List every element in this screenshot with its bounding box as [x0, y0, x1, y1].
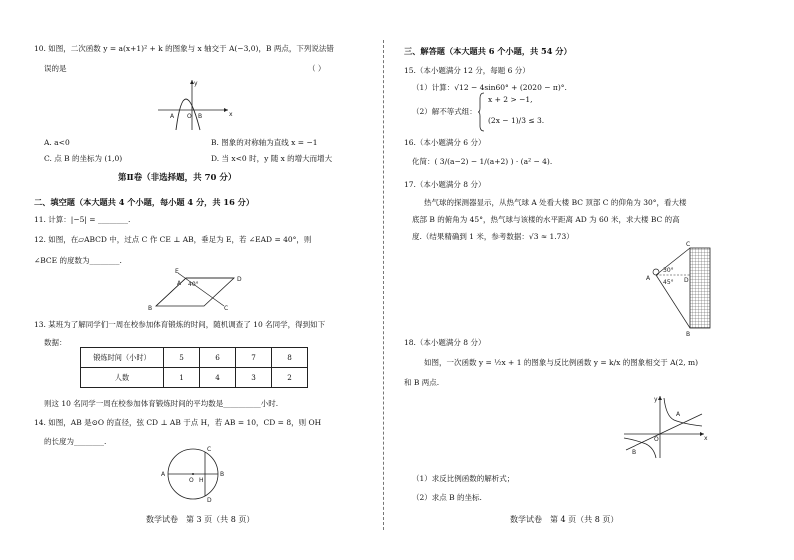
q15-part2-label: （2）解不等式组： [412, 107, 477, 116]
q10-parabola-figure [156, 78, 236, 133]
q14-point-h: H [199, 477, 204, 484]
q10-point-a: A [170, 113, 175, 120]
q10-option-c: C. 点 B 的坐标为 (1,0) [44, 154, 123, 163]
table-cell: 5 [164, 348, 200, 368]
table-cell: 4 [200, 368, 236, 388]
q17-balloon-building-figure [646, 240, 722, 338]
q12-point-a: A [177, 280, 182, 287]
q12-parallelogram-figure [138, 268, 248, 313]
table-cell: 2 [272, 368, 308, 388]
q14-point-c: C [207, 446, 212, 453]
q12-point-d: D [237, 276, 242, 283]
page-4-footer: 数学试卷 第 4 页（共 8 页） [510, 515, 619, 524]
section2-title: 二、填空题（本大题共 4 个小题，每小题 4 分，共 16 分） [34, 197, 255, 207]
q14-circle-figure [151, 444, 231, 506]
page-3 [26, 0, 371, 560]
q12-line2: ∠BCE 的度数为________. [34, 256, 122, 265]
q17-line2: 热气球的探测器显示，从热气球 A 处看大楼 BC 顶部 C 的仰角为 30°，看大楼 [424, 198, 687, 207]
q18-x-label: x [704, 435, 708, 442]
table-cell: 6 [200, 348, 236, 368]
q13-data-table [80, 347, 308, 388]
q18-line1: 18.（本小题满分 8 分） [404, 338, 486, 347]
q12-point-c: C [224, 305, 229, 312]
table-cell: 7 [236, 348, 272, 368]
page-3-footer: 数学试卷 第 3 页（共 8 页） [146, 515, 255, 524]
q13-after-table: 则这 10 名同学一周在校参加体育锻炼时间的平均数是__________小时. [44, 399, 279, 408]
q10-point-b: B [198, 113, 203, 120]
q14-center-o: O [189, 477, 194, 484]
q10-y-label: y [194, 80, 198, 87]
q17-point-b: B [686, 331, 691, 338]
table-cell: 3 [236, 368, 272, 388]
q10-x-label: x [229, 111, 233, 118]
q14-line2: 的长度为________. [44, 437, 107, 446]
page-divider [383, 40, 384, 530]
q18-point-b: B [632, 449, 637, 456]
table-header-count: 人数 [81, 368, 164, 388]
q16-line2: 化简：( 3/(a−2) − 1/(a+2) ) · (a² − 4). [412, 157, 553, 166]
q15-brace [478, 92, 486, 132]
q18-part2: （2）求点 B 的坐标. [412, 493, 482, 502]
q18-line3: 和 B 两点. [404, 378, 440, 387]
q10-line2: 误的是 [44, 64, 67, 73]
q15-part1: （1）计算：√12 − 4sin60° + (2020 − π)°. [412, 83, 567, 92]
q12-point-e: E [175, 268, 179, 275]
q17-line4: 度.（结果精确到 1 米，参考数据：√3 ≈ 1.73） [412, 232, 574, 241]
q14-line1: 14. 如图，AB 是⊙O 的直径，弦 CD ⊥ AB 于点 H，若 AB = 10，CD = 8，则 OH [34, 418, 322, 427]
table-cell: 8 [272, 348, 308, 368]
q14-point-a: A [161, 471, 166, 478]
q18-part1: （1）求反比例函数的解析式； [412, 474, 515, 483]
q13-line1: 13. 某班为了解同学们一周在校参加体育锻炼的时间，随机调查了 10 名同学，得到如下 [34, 320, 326, 329]
q12-angle-label: 40° [188, 281, 199, 288]
q12-line1: 12. 如图，在▱ABCD 中，过点 C 作 CE ⊥ AB，垂足为 E，若 ∠EAD = 40°，则 [34, 235, 312, 244]
q10-answer-paren: （ ） [308, 64, 326, 73]
q17-angle-30: 30° [663, 267, 674, 274]
q16-line1: 16.（本小题满分 6 分） [404, 138, 486, 147]
q18-y-label: y [654, 396, 658, 403]
q15-line1: 15.（本小题满分 12 分，每题 6 分） [404, 66, 530, 75]
page-4 [400, 0, 768, 560]
table-row [81, 348, 308, 368]
q17-angle-45: 45° [663, 279, 674, 286]
q18-line2: 如图，一次函数 y = ½x + 1 的图象与反比例函数 y = k/x 的图象相交于 A(2, m) [424, 358, 699, 367]
q11: 11. 计算：|−5| = ________. [34, 215, 131, 224]
table-cell: 1 [164, 368, 200, 388]
q18-function-graph [620, 392, 710, 462]
table-header-hours: 锻炼时间（小时） [81, 348, 164, 368]
q10-option-a: A. a<0 [44, 138, 70, 147]
q12-point-b: B [148, 305, 153, 312]
q10-origin: O [187, 113, 192, 120]
q17-line3: 底部 B 的俯角为 45°，热气球与该楼的水平距离 AD 为 60 米，求大楼 BC 的高 [412, 215, 680, 224]
q17-line1: 17.（本小题满分 8 分） [404, 180, 486, 189]
q17-point-d: D [684, 277, 689, 284]
q10-option-d: D. 当 x<0 时，y 随 x 的增大而增大 [211, 154, 333, 163]
q18-point-a: A [676, 411, 681, 418]
q14-point-b: B [220, 471, 225, 478]
part2-title: 第Ⅱ卷（非选择题，共 70 分） [118, 173, 237, 183]
q17-point-c: C [686, 241, 691, 248]
q17-point-a: A [646, 275, 651, 282]
q10-option-b: B. 图象的对称轴为直线 x = −1 [211, 138, 318, 147]
q10-line1: 10. 如图，二次函数 y = a(x+1)² + k 的图象与 x 轴交于 A(−3,0)，B 两点，下列说法错 [34, 44, 334, 53]
q15-inequality-2: (2x − 1)/3 ≤ 3. [488, 116, 545, 125]
q18-origin: O [654, 436, 659, 443]
q13-line2: 数据： [44, 338, 67, 347]
table-row [81, 368, 308, 388]
q14-point-d: D [207, 497, 212, 504]
section3-title: 三、解答题（本大题共 6 个小题，共 54 分） [404, 46, 572, 56]
q15-inequality-1: x + 2 > −1, [488, 95, 533, 104]
